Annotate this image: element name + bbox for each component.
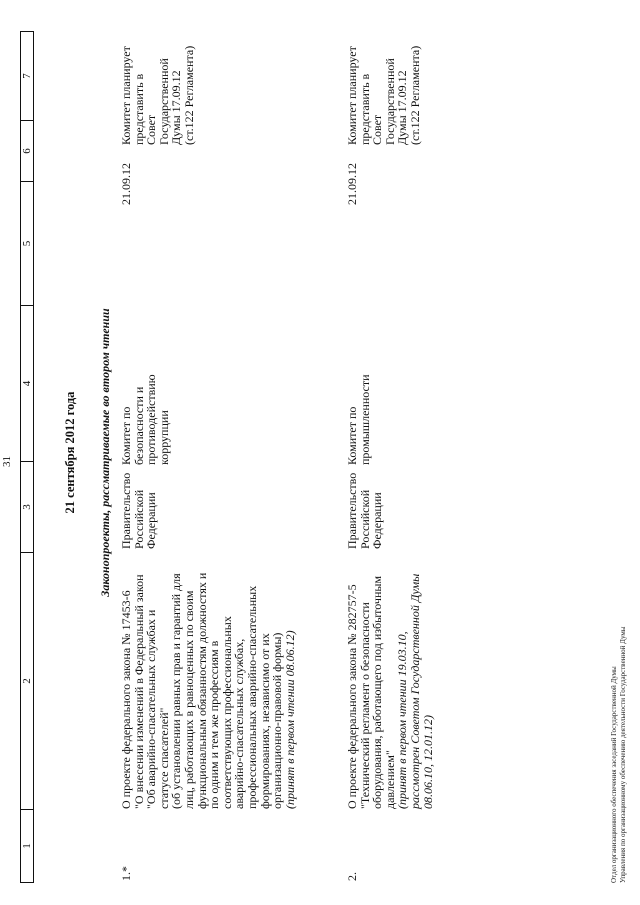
committee-line: противодействию [144,374,159,465]
bill-line: О проекте федерального закона № 17453-6 [119,590,133,809]
table-header-col-7: 7 [20,73,33,79]
bill-line: "О внесении изменений в Федеральный закон [131,574,146,809]
bill-description [120,549,296,809]
bill-line: О проекте федерального закона № 282757-5 [345,584,359,809]
bill-reading-note: (принят в первом чтении 19.03.10, [395,631,410,809]
bill-line: профессиональных аварийно-спасательных [244,585,259,809]
bill-description [346,549,434,809]
note-line: Совет [370,114,385,145]
note-line: Государственной [156,58,171,145]
section-title: Законопроекты, рассматриваемые во втором чтении [98,308,112,597]
bill-author [346,473,384,549]
bill-line: соответствующих профессиональных [219,616,234,809]
consideration-date: 21.09.12 [345,163,359,205]
bill-line: аварийно-спасательных службах, [232,638,247,809]
bill-line: организационно-правовой формы) [270,632,285,809]
footer-line: Отдел организационного обеспечения заседаний Государственной Думы [610,666,618,883]
committee-line: Комитет по [345,406,359,465]
responsible-committee [120,374,170,465]
note-line: Комитет планирует [119,46,133,145]
table-header-col-6: 6 [21,120,33,181]
committee-line: Комитет по [119,406,133,465]
committee-line: коррупции [156,410,171,465]
row-number: 2. [345,872,359,881]
bill-line: по одним и тем же профессиям в [207,640,222,809]
author-line: Правительство [119,472,133,549]
bill-reading-note: 08.06.10, 12.01.12) [420,715,435,809]
note-line: Думы 17.09.12 [395,70,410,145]
bill-line: оборудования, работающего под избыточным [370,575,385,809]
note-line: представить в [357,73,372,145]
bill-reading-note: рассмотрен Советом Государственной Думы [407,573,422,809]
page-footer [610,627,628,883]
table-header [20,31,34,883]
bill-reading-note: (принят в первом чтении 08.06.12) [282,630,297,809]
responsible-committee [346,374,371,465]
table-header-col-2: 2 [21,552,33,809]
note-line: представить в [131,73,146,145]
note-line: (ст.122 Регламента) [181,45,196,145]
committee-note [120,46,196,145]
table-header-col-3: 3 [21,461,33,552]
table-header-col-4: 4 [21,305,33,461]
date-title: 21 сентября 2012 года [63,391,77,514]
note-line: Думы 17.09.12 [169,70,184,145]
bill-line: "Об аварийно-спасательных службах и [144,609,159,809]
note-line: Комитет планирует [345,46,359,145]
note-line: Совет [144,114,159,145]
author-line: Федерации [370,492,385,549]
footer-line: Управления по организационному обеспечению деятельности Государственной Думы [619,626,627,883]
author-line: Федерации [144,492,159,549]
committee-note [346,46,422,145]
bill-line: (об установлении равных прав и гарантий для [169,573,184,809]
committee-line: промышленности [357,374,372,465]
author-line: Правительство [345,472,359,549]
bill-line: функциональным обязанностям должностях и [194,572,209,809]
bill-line: формированиях, независимо от их [257,633,272,809]
bill-line: давлением" [382,750,397,809]
table-header-col-1: 1 [21,809,33,882]
author-line: Российской [131,489,146,549]
row-number: 1.* [119,866,133,881]
author-line: Российской [357,489,372,549]
note-line: Государственной [382,58,397,145]
note-line: (ст.122 Регламента) [407,45,422,145]
consideration-date: 21.09.12 [119,163,133,205]
bill-line: лиц, работающих в равноценных по своим [181,590,196,809]
bill-line: "Технический регламент о безопасности [357,602,372,809]
bill-author [120,473,158,549]
table-header-col-5: 5 [21,181,33,305]
committee-line: безопасности и [131,386,146,465]
page-number: 31 [1,456,13,467]
bill-line: статусе спасателей" [156,707,171,809]
